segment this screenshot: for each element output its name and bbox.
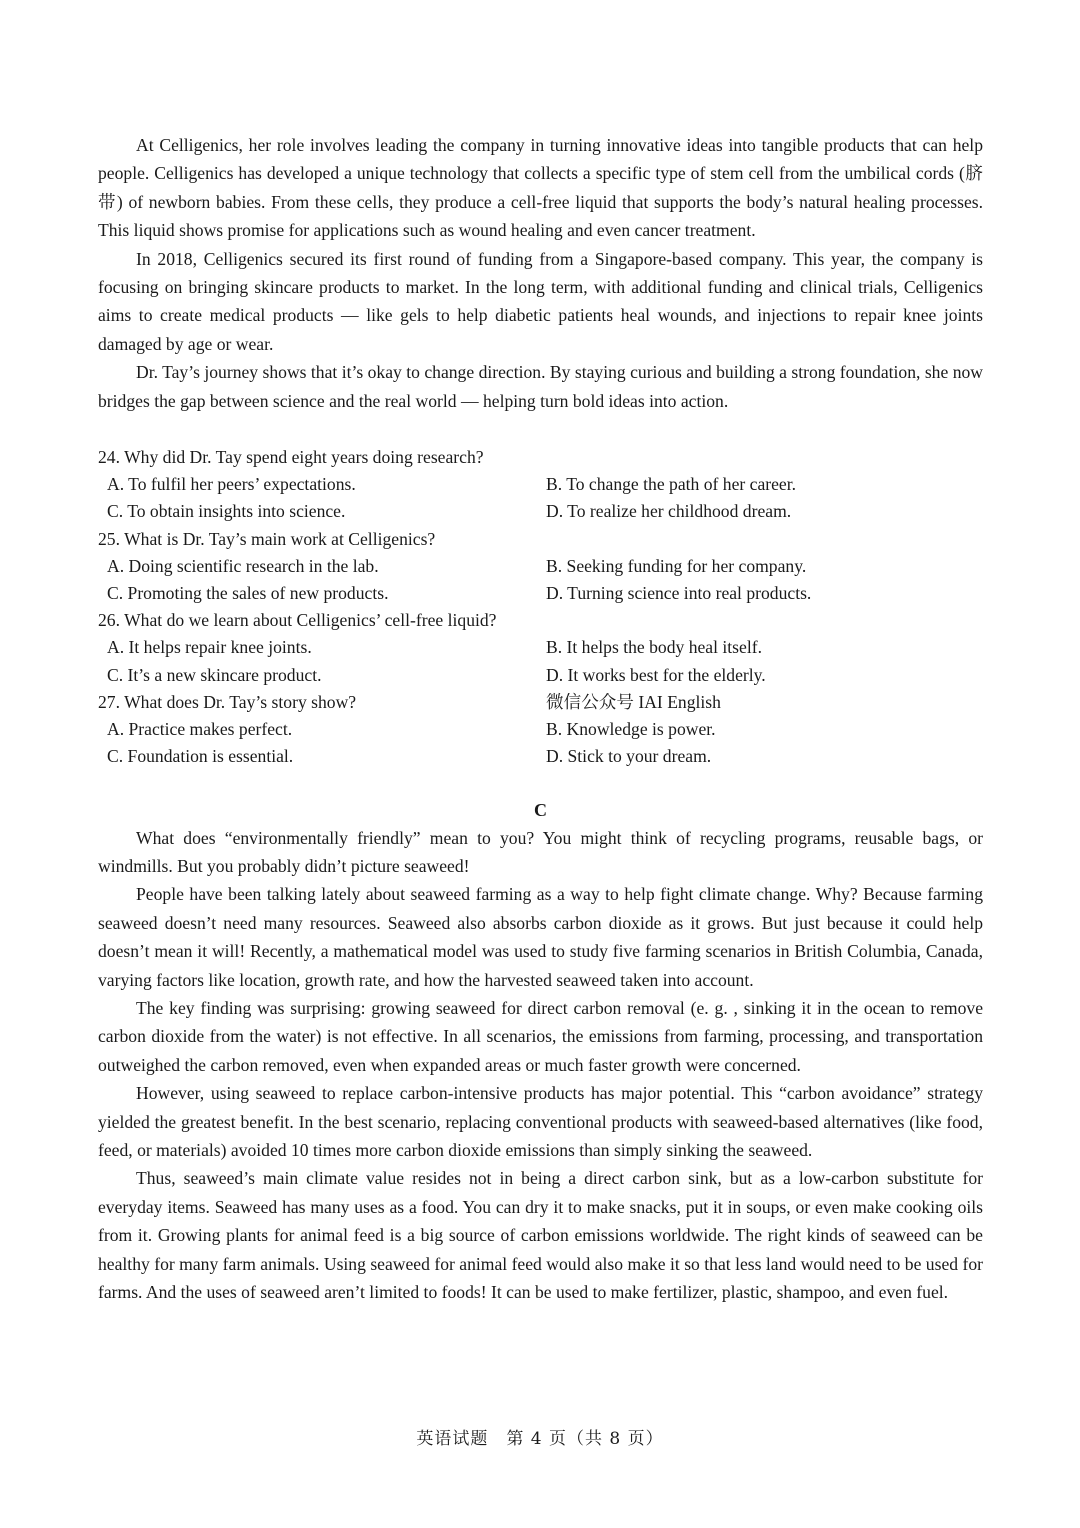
option-c: C. To obtain insights into science.	[107, 501, 346, 522]
question-26-options-row1	[98, 634, 983, 661]
question-25-stem: 25. What is Dr. Tay’s main work at Celligenics?	[98, 528, 436, 549]
passage-paragraph: People have been talking lately about seaweed farming as a way to help fight climate change. Why? Because farming seaweed doesn’t need many resources. Seaweed also absorbs carbon dioxide as it grows. But just because it could help doesn’t mean it will! Recently, a mathematical model was used to study five farming scenarios in British Columbia, Canada, varying factors like location, growth rate, and how the harvested seaweed taken into account.	[98, 884, 983, 990]
option-d: D. It works best for the elderly.	[546, 664, 766, 685]
option-a: A. Practice makes perfect.	[107, 719, 293, 740]
option-b: B. It helps the body heal itself.	[546, 637, 762, 658]
passage-paragraph: At Celligenics, her role involves leading the company in turning innovative ideas into tangible products that can help people. Celligenics has developed a unique technology that collects a specific type of stem cell from the umbilical cords (脐带) of newborn babies. From these cells, they produce a cell-free liquid that supports the body’s natural healing processes. This liquid shows promise for applications such as wound healing and even cancer treatment.	[98, 135, 983, 241]
option-d: D. Turning science into real products.	[546, 583, 812, 604]
question-25-options-row1	[98, 553, 983, 580]
option-c: C. It’s a new skincare product.	[107, 664, 322, 685]
page-footer: 英语试题 第 4 页（共 8 页）	[416, 1429, 664, 1449]
passage-paragraph: In 2018, Celligenics secured its first round of funding from a Singapore-based company. This year, the company is focusing on bringing skincare products to market. In the long term, with additional funding and clinical trials, Celligenics aims to create medical products — like gels to help diabetic patients heal wounds, and injections to repair knee joints damaged by age or wear.	[98, 248, 983, 354]
passage-paragraph: Thus, seaweed’s main climate value resides not in being a direct carbon sink, but as a low-carbon substitute for everyday items. Seaweed has many uses as a food. You can dry it to make snacks, put it in soups, or even make cooking oils from it. Growing plants for animal feed is a big source of carbon emissions worldwide. The right kinds of seaweed can be healthy for many farm animals. Using seaweed for animal feed would also make it so that less land would need to be used for farms. And the uses of seaweed aren’t limited to foods! It can be used to make fertilizer, plastic, shampoo, and even fuel.	[98, 1168, 983, 1302]
option-d: D. To realize her childhood dream.	[546, 501, 792, 522]
question-27-options-row1	[98, 716, 983, 743]
passage-paragraph: Dr. Tay’s journey shows that it’s okay to change direction. By staying curious and building a strong foundation, she now bridges the gap between science and the real world — helping turn bold ideas into action.	[98, 362, 983, 411]
passage-b-end	[98, 131, 983, 415]
section-c-title: C	[534, 799, 547, 820]
option-b: B. Seeking funding for her company.	[546, 555, 807, 576]
passage-paragraph: However, using seaweed to replace carbon-intensive products has major potential. This “carbon avoidance” strategy yielded the greatest benefit. In the best scenario, replacing conventional products with seaweed-based alternatives (like food, feed, or materials) avoided 10 times more carbon dioxide emissions than simply sinking the seaweed.	[98, 1083, 983, 1160]
question-block	[98, 444, 983, 770]
passage-paragraph: The key finding was surprising: growing seaweed for direct carbon removal (e. g. , sinking it in the ocean to remove carbon dioxide from the water) is not effective. In all scenarios, the emissions from farming, processing, and transportation outweighed the carbon removed, even when expanded areas or much faster growth were concerned.	[98, 997, 983, 1075]
option-b: B. Knowledge is power.	[546, 719, 716, 740]
question-27-options-row2	[98, 743, 983, 770]
option-a: A. To fulfil her peers’ expectations.	[107, 474, 356, 495]
question-25-options-row2	[98, 580, 983, 607]
question-24-options-row1	[98, 471, 983, 498]
passage-paragraph: What does “environmentally friendly” mean to you? You might think of recycling programs, reusable bags, or windmills. But you probably didn’t picture seaweed!	[98, 827, 983, 876]
question-26-options-row2	[98, 662, 983, 689]
watermark-text: 微信公众号 IAI English	[546, 691, 721, 712]
question-24-options-row2	[98, 498, 983, 525]
option-d: D. Stick to your dream.	[546, 746, 712, 767]
option-a: A. Doing scientific research in the lab.	[107, 555, 379, 576]
option-c: C. Promoting the sales of new products.	[107, 583, 389, 604]
question-27-stem-row	[98, 689, 983, 716]
option-a: A. It helps repair knee joints.	[107, 637, 312, 658]
passage-c	[98, 824, 983, 1307]
option-b: B. To change the path of her career.	[546, 474, 797, 495]
question-26-stem: 26. What do we learn about Celligenics’ cell-free liquid?	[98, 610, 497, 631]
question-24-stem: 24. Why did Dr. Tay spend eight years doing research?	[98, 447, 484, 468]
question-27-stem: 27. What does Dr. Tay’s story show?	[98, 691, 357, 712]
option-c: C. Foundation is essential.	[107, 746, 294, 767]
exam-page	[98, 131, 983, 1306]
